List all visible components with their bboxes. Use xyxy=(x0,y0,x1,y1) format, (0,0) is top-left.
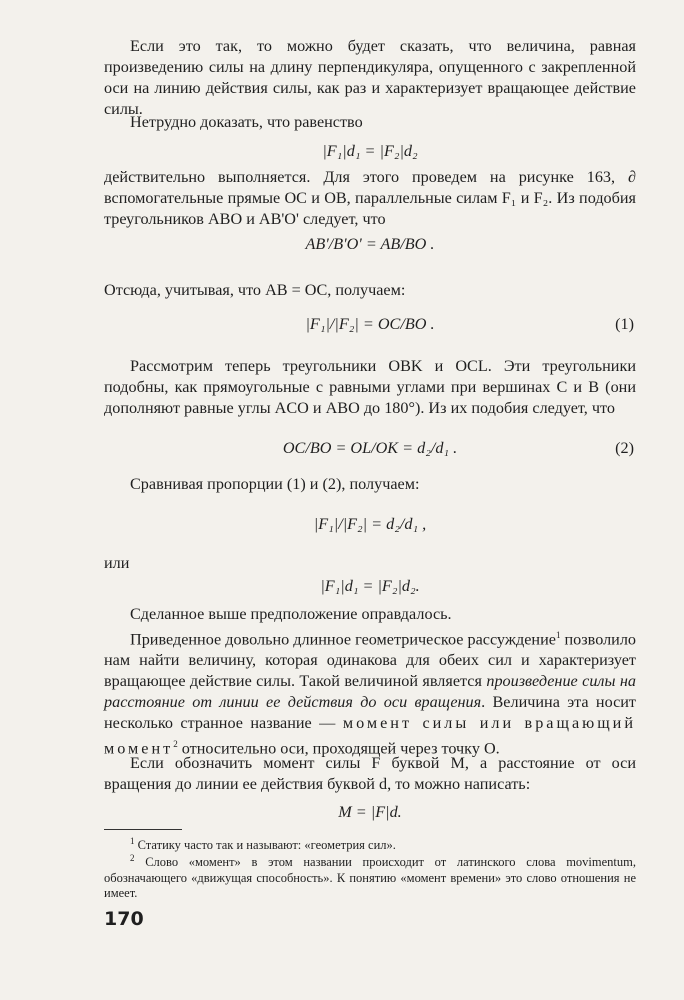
equation-number-2: (2) xyxy=(615,439,634,457)
footnote-2: $^2$ Слово «момент» в этом названии происходит от латинского слова movimentum, обозначающего «движущая способность». К понятию «момент времени» это слово отношения не имеет. xyxy=(104,853,636,901)
footnote-separator xyxy=(104,829,182,830)
paragraph-3: действительно выполняется. Для этого проведем на рисунке 163, ∂ вспомогательные прямые OC и OB, параллельные силам F₁ и F₂. Из подобия треугольников ABO и AB'O' следует, что xyxy=(104,168,636,228)
footnote-ref-2: 2 xyxy=(173,739,178,750)
footnote-ref-1: 1 xyxy=(555,630,561,640)
equation-moment-equality: |F₁|d₁ = |F₂|d₂ xyxy=(322,142,418,160)
page-number: 170 xyxy=(104,908,144,930)
equation-moment-equality-final: |F₁|d₁ = |F₂|d₂. xyxy=(320,577,420,595)
footnote-1: $^1$ Статику часто так и называют: «геометрия сил». xyxy=(130,836,396,853)
equation-2: OC/BO = OL/OK = d₂/d₁ . (2) xyxy=(282,439,634,457)
term-spaced: момент силы или вращающий момент xyxy=(104,714,637,758)
paragraph-5: Рассмотрим теперь треугольники OBK и OCL. Эти треугольники подобны, как прямоугольные с равными углами при вершинах C и B (они дополняют равные углы ACO и ABO до 180°). Из их подобия следует, что xyxy=(104,357,636,417)
equation-1: |F₁|/|F₂| = OC/BO . (1) xyxy=(305,315,634,333)
paragraph-10: Если обозначить момент силы F буквой M, а расстояние от оси вращения до линии ее действия буквой d, то можно написать: xyxy=(104,754,636,793)
paragraph-8: Сделанное выше предположение оправдалось. xyxy=(130,605,452,623)
definition-italic: произведение силы на расстояние от линии ее действия до оси вращения xyxy=(104,672,636,712)
paragraph-9: Приведенное довольно длинное геометрическое рассуждение$^1$ позволило нам найти величину, которая одинакова для обеих сил и характеризует вращающее действие силы. Такой величиной является произведение силы на расстояние от линии ее действия до оси вращения. Величина эта носит несколько странное название — момент силы или вращающий момент$^2$ относительно оси, проходящей через точку O. xyxy=(104,630,637,758)
equation-number-1: (1) xyxy=(615,315,634,333)
paragraph-7: или xyxy=(104,554,130,572)
equation-similar-triangles: AB'/B'O' = AB/BO . xyxy=(305,235,435,253)
paragraph-4: Отсюда, учитывая, что AB = OC, получаем: xyxy=(104,281,406,299)
equation-ratio: |F₁|/|F₂| = d₂/d₁ , xyxy=(313,515,427,533)
paragraph-1: Если это так, то можно будет сказать, что величина, равная произведению силы на длину перпендикуляра, опущенного с закрепленной оси на линию действия силы, как раз и характеризует вращающее действие силы. xyxy=(104,37,636,118)
paragraph-2: Нетрудно доказать, что равенство xyxy=(130,113,363,131)
equation-moment-definition: M = |F|d. xyxy=(338,803,402,821)
paragraph-6: Сравнивая пропорции (1) и (2), получаем: xyxy=(130,475,420,493)
